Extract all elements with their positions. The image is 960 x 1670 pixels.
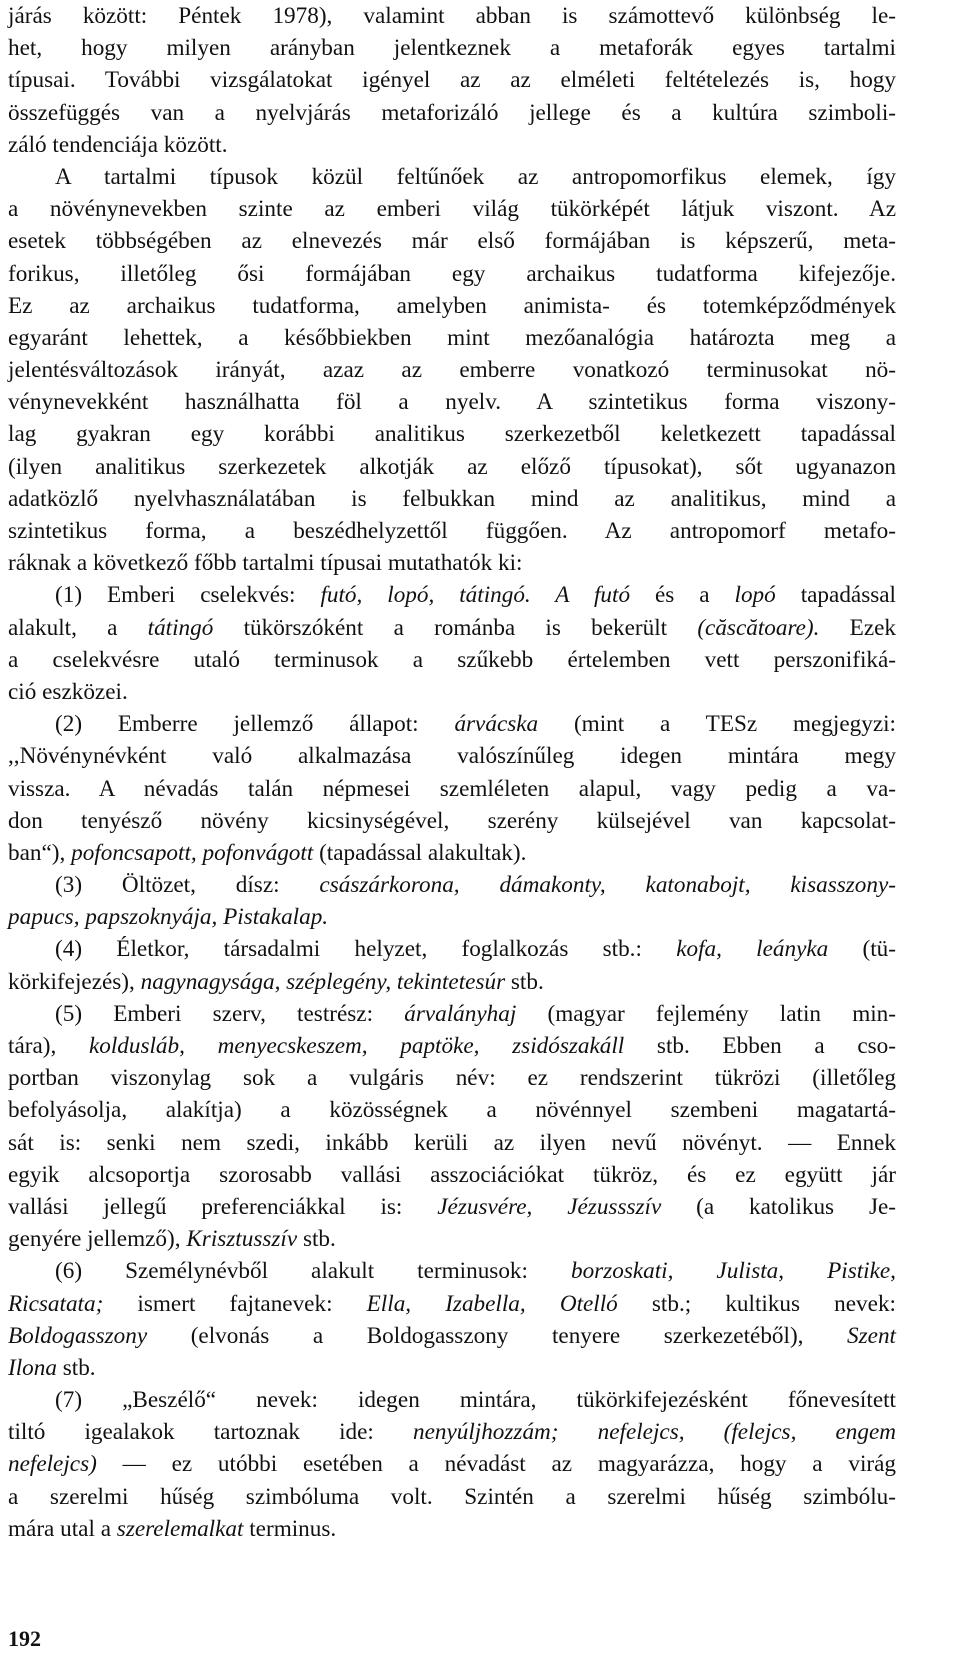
text-run: sát is: senki nem szedi, inkább kerüli az ilyen nevű növényt. — Ennek: [8, 1129, 896, 1156]
text-run: egyaránt lehettek, a későbbiekben mint mezőanalógia határozta meg a: [8, 324, 896, 351]
italic-text: kofa, leányka: [676, 936, 829, 963]
italic-text: koldusláb, menyecskeszem, paptöke, zsidószakáll: [88, 1033, 625, 1059]
text-line: [8, 1320, 896, 1352]
text-run: (2) Emberre jellemző állapot:: [55, 711, 455, 738]
text-line: [8, 708, 896, 740]
text-run: vénynevekként használhatta föl a nyelv. A szintetikus forma viszony-: [8, 389, 896, 416]
text-run: ,,Növénynévként való alkalmazása valószínűleg idegen mintára megy: [8, 743, 896, 770]
text-run: ismert fajtanevek:: [103, 1290, 367, 1317]
text-line: [8, 579, 896, 611]
text-run: (ilyen analitikus szerkezetek alkotják az előző típusokat), sőt ugyanazon: [8, 453, 896, 480]
italic-text: nefelejcs): [8, 1451, 97, 1478]
body-text: [8, 0, 896, 1545]
text-line: [8, 644, 896, 676]
text-line: [8, 97, 896, 129]
text-line: [8, 612, 896, 644]
text-run: ban“),: [8, 839, 72, 866]
text-run: (5) Emberi szerv, testrész:: [55, 1000, 405, 1027]
text-line: [8, 1094, 896, 1126]
text-line: [8, 161, 896, 193]
text-line: [8, 837, 896, 869]
text-line: [8, 0, 896, 32]
text-line: [8, 322, 896, 354]
text-run: — ez utóbbi esetében a névadást az magyarázza, hogy a virág: [96, 1451, 896, 1478]
text-line: [8, 1159, 896, 1191]
text-run: körkifejezés),: [8, 968, 141, 995]
text-run: tára),: [8, 1033, 89, 1059]
text-run: forikus, illetőleg ősi formájában egy archaikus tudatforma kifejezője.: [8, 260, 896, 287]
text-run: het, hogy milyen arányban jelentkeznek a metaforák egyes tartalmi: [8, 35, 896, 62]
text-run: A tartalmi típusok közül feltűnőek az antropomorfikus elemek, így: [55, 163, 896, 190]
text-line: [8, 1481, 896, 1513]
text-run: a növénynevekben szinte az emberi világ tükörképét látjuk viszont. Az: [8, 196, 896, 223]
page-number: 192: [8, 1626, 41, 1651]
text-line: [8, 933, 896, 965]
text-line: [8, 483, 896, 515]
italic-text: Ricsatata;: [8, 1290, 104, 1317]
text-run: (elvonás a Boldogasszony tenyere szerkezetéből),: [147, 1322, 848, 1349]
text-run: tapadással: [775, 582, 896, 609]
text-line: [8, 773, 896, 805]
text-run: (mint a TESz megjegyzi:: [538, 711, 896, 738]
text-line: [8, 451, 896, 483]
text-run: stb.: [505, 968, 544, 995]
text-line: [8, 1223, 896, 1255]
text-run: befolyásolja, alakítja) a közösségnek a növénnyel szembeni magatartá-: [8, 1097, 896, 1124]
text-run: (a katolikus Je-: [661, 1193, 896, 1220]
text-run: típusai. További vizsgálatokat igényel az az elméleti feltételezés is, hogy: [8, 67, 896, 94]
text-run: Ezek: [819, 614, 897, 641]
italic-text: Boldogasszony: [8, 1322, 148, 1349]
text-line: [8, 64, 896, 96]
text-run: (7) „Beszélő“ nevek: idegen mintára, tükörkifejezésként főnevesített: [55, 1387, 896, 1414]
text-run: (magyar fejlemény latin min-: [516, 1000, 896, 1027]
text-line: [8, 515, 896, 547]
text-run: lag gyakran egy korábbi analitikus szerkezetből keletkezett tapadással: [8, 421, 896, 448]
text-run: alakult, a: [8, 614, 148, 641]
italic-text: papucs, papszoknyája, Pistakalap.: [8, 904, 329, 931]
text-run: portban viszonylag sok a vulgáris név: ez rendszerint tükrözi (illetőleg: [8, 1065, 896, 1092]
text-run: mára utal a: [8, 1515, 117, 1542]
italic-text: Jézusvére, Jézussszív: [437, 1193, 662, 1220]
text-line: [8, 1030, 896, 1062]
text-run: ráknak a következő főbb tartalmi típusai mutathatók ki:: [8, 550, 523, 577]
text-line: [8, 1448, 896, 1480]
text-run: a szerelmi hűség szimbóluma volt. Szintén a szerelmi hűség szimbólu-: [8, 1483, 896, 1510]
text-line: [8, 1288, 896, 1320]
italic-text: császárkorona, dámakonty, katonabojt, kisasszony-: [319, 872, 896, 899]
italic-text: Ella, Izabella, Otelló: [366, 1290, 618, 1317]
text-run: stb. Ebben a cso-: [624, 1033, 896, 1059]
text-line: [8, 1352, 896, 1384]
italic-text: árvácska: [454, 711, 539, 738]
italic-text: Szent: [847, 1322, 896, 1349]
text-run: terminus.: [243, 1515, 337, 1542]
italic-text: nagynagysága, széplegény, tekintetesúr: [140, 968, 506, 995]
text-line: [8, 32, 896, 64]
text-line: [8, 290, 896, 322]
text-line: [8, 1416, 896, 1448]
text-line: [8, 1513, 896, 1545]
text-run: (tapadással alakultak).: [313, 839, 527, 866]
text-run: a cselekvésre utaló terminusok a szűkebb értelemben vett perszonifiká-: [8, 646, 896, 673]
text-line: [8, 805, 896, 837]
text-run: adatközlő nyelvhasználatában is felbukkan mind az analitikus, mind a: [8, 485, 896, 512]
text-run: járás között: Péntek 1978), valamint abban is számottevő különbség le-: [8, 3, 896, 29]
text-run: vallási jellegű preferenciákkal is:: [8, 1193, 438, 1220]
italic-text: nenyúljhozzám; nefelejcs, (felejcs, engem: [412, 1419, 897, 1446]
text-run: szintetikus forma, a beszédhelyzettől függően. Az antropomorf metafo-: [8, 518, 896, 544]
text-line: [8, 1191, 896, 1223]
text-line: [8, 676, 896, 708]
text-line: [8, 193, 896, 225]
text-run: és a: [630, 582, 735, 609]
text-line: [8, 1384, 896, 1416]
text-run: (tü-: [828, 936, 896, 963]
text-run: záló tendenciája között.: [8, 131, 228, 158]
text-line: [8, 740, 896, 772]
text-run: ció eszközei.: [8, 678, 128, 705]
text-run: esetek többségében az elnevezés már első formájában is képszerű, meta-: [8, 228, 896, 255]
text-run: stb.: [297, 1226, 336, 1253]
italic-text: pofoncsapott, pofonvágott: [71, 839, 314, 866]
text-line: [8, 354, 896, 386]
text-line: [8, 901, 896, 933]
text-run: (4) Életkor, társadalmi helyzet, foglalkozás stb.:: [55, 936, 677, 963]
text-run: stb.; kultikus nevek:: [617, 1290, 896, 1317]
text-run: összefüggés van a nyelvjárás metaforizáló jellege és a kultúra szimboli-: [8, 99, 896, 126]
text-line: [8, 966, 896, 998]
text-line: [8, 258, 896, 290]
italic-text: (căscătoare).: [697, 614, 820, 641]
text-line: [8, 1062, 896, 1094]
text-line: [8, 386, 896, 418]
text-run: don tenyésző növény kicsinységével, szerény külsejével van kapcsolat-: [8, 807, 896, 834]
text-line: [8, 1127, 896, 1159]
text-run: (1) Emberi cselekvés:: [55, 582, 321, 609]
italic-text: árvalányhaj: [404, 1000, 517, 1027]
italic-text: borzoskati, Julista, Pistike,: [570, 1258, 896, 1285]
text-line: [8, 1255, 896, 1287]
text-run: (3) Öltözet, dísz:: [55, 872, 320, 899]
text-run: egyik alcsoportja szorosabb vallási asszociációkat tükröz, és ez együtt jár: [8, 1161, 896, 1188]
text-line: [8, 869, 896, 901]
italic-text: szerelemalkat: [116, 1515, 244, 1542]
text-run: jelentésváltozások irányát, azaz az emberre vonatkozó terminusokat nö-: [8, 357, 896, 384]
italic-text: Ilona: [8, 1354, 57, 1381]
text-run: Ez az archaikus tudatforma, amelyben animista- és totemképződmények: [8, 292, 896, 319]
text-run: stb.: [56, 1354, 96, 1381]
italic-text: Krisztusszív: [186, 1226, 298, 1253]
text-line: [8, 547, 896, 579]
text-run: vissza. A névadás talán népmesei szemléleten alapul, vagy pedig a va-: [8, 775, 896, 802]
text-run: (6) Személynévből alakult terminusok:: [55, 1258, 571, 1285]
text-line: [8, 418, 896, 450]
text-run: genyére jellemző),: [8, 1226, 187, 1253]
text-run: tükörszóként a románba is bekerült: [213, 614, 698, 641]
italic-text: tátingó: [147, 614, 214, 641]
text-line: [8, 998, 896, 1030]
italic-text: futó, lopó, tátingó. A futó: [320, 582, 631, 609]
text-line: [8, 129, 896, 161]
text-line: [8, 225, 896, 257]
italic-text: lopó: [734, 582, 776, 609]
text-run: tiltó igealakok tartoznak ide:: [8, 1419, 413, 1446]
